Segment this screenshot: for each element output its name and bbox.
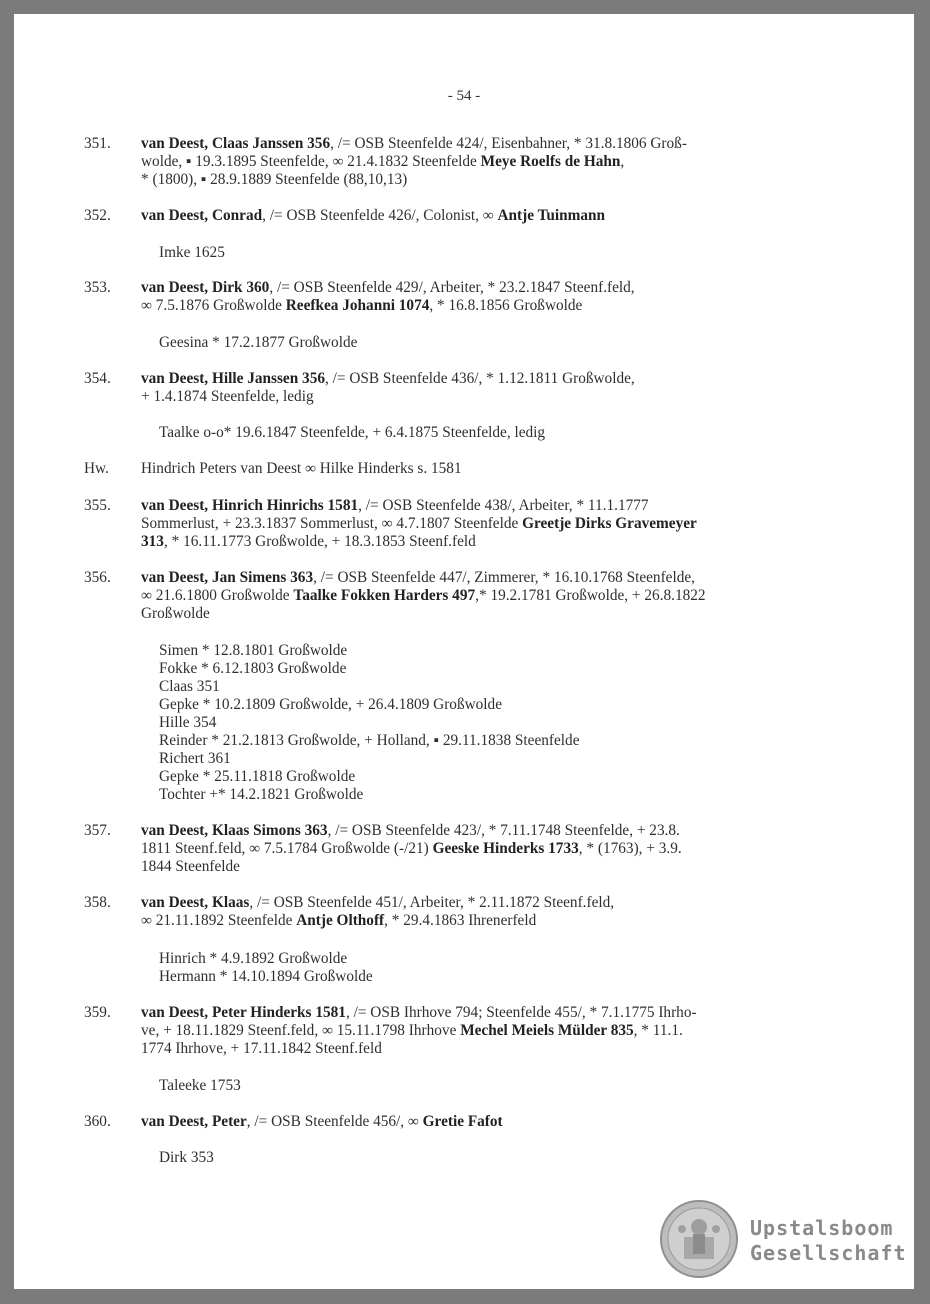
text-line: Hille 354 [159,714,217,731]
text-line: ve, + 18.11.1829 Steenf.feld, ∞ 15.11.1798 Ihrhove Mechel Meiels Mülder 835, * 11.1. [141,1022,683,1039]
text-line: Richert 361 [159,750,231,767]
text-line: 1844 Steenfelde [141,858,240,875]
text-line: Gepke * 25.11.1818 Großwolde [159,768,356,785]
entry-number: 357. [84,822,111,839]
text-line: ∞ 21.6.1800 Großwolde Taalke Fokken Harders 497,* 19.2.1781 Großwolde, + 26.8.1822 [141,587,706,604]
text-line: Gepke * 10.2.1809 Großwolde, + 26.4.1809 Großwolde [159,696,502,713]
entry-text [141,822,856,876]
entry-text [141,497,856,551]
text-line: Taleeke 1753 [159,1077,241,1094]
text-line: Dirk 353 [159,1149,214,1166]
text-line: 313, * 16.11.1773 Großwolde, + 18.3.1853 Steenf.feld [141,533,476,550]
text-line: ∞ 21.11.1892 Steenfelde Antje Olthoff, * 29.4.1863 Ihrenerfeld [141,912,537,929]
entry-text [141,1113,856,1131]
text-line: 1811 Steenf.feld, ∞ 7.5.1784 Großwolde (-/21) Geeske Hinderks 1733, * (1763), + 3.9. [141,840,682,857]
entry-text [141,894,856,930]
entry-number: 360. [84,1113,111,1130]
children-354 [159,424,859,442]
society-logo [750,1216,907,1266]
text-line: van Deest, Klaas Simons 363, /= OSB Steenfelde 423/, * 7.11.1748 Steenfelde, + 23.8. [141,822,680,839]
text-line: wolde, ▪ 19.3.1895 Steenfelde, ∞ 21.4.1832 Steenfelde Meye Roelfs de Hahn, [141,153,625,170]
text-line: Imke 1625 [159,244,225,261]
entry-text [141,279,856,315]
entry-number: 351. [84,135,111,152]
text-line: ∞ 7.5.1876 Großwolde Reefkea Johanni 1074, * 16.8.1856 Großwolde [141,297,583,314]
text-line: Simen * 12.8.1801 Großwolde [159,642,348,659]
text-line: Geesina * 17.2.1877 Großwolde [159,334,358,351]
entry-text [141,460,856,478]
document-page [14,14,914,1289]
entry-number: 354. [84,370,111,387]
text-line: 1774 Ihrhove, + 17.11.1842 Steenf.feld [141,1040,382,1057]
text-line: Hinrich * 4.9.1892 Großwolde [159,950,348,967]
text-line: * (1800), ▪ 28.9.1889 Steenfelde (88,10,13) [141,171,408,188]
logo-line-1: Upstalsboom [750,1216,894,1240]
text-line: Großwolde [141,605,210,622]
text-line: van Deest, Claas Janssen 356, /= OSB Steenfelde 424/, Eisenbahner, * 31.8.1806 Groß- [141,135,687,152]
text-line: van Deest, Peter, /= OSB Steenfelde 456/, ∞ Gretie Fafot [141,1113,503,1130]
entry-text [141,370,856,406]
logo-line-2: Gesellschaft [750,1241,907,1265]
entry-number: Hw. [84,460,109,477]
text-line: Hermann * 14.10.1894 Großwolde [159,968,373,985]
text-line: van Deest, Jan Simens 363, /= OSB Steenfelde 447/, Zimmerer, * 16.10.1768 Steenfelde, [141,569,695,586]
entry-text [141,1004,856,1058]
entry-text [141,569,856,623]
text-line: Reinder * 21.2.1813 Großwolde, + Holland, ▪ 29.11.1838 Steenfelde [159,732,580,749]
text-line: van Deest, Hille Janssen 356, /= OSB Steenfelde 436/, * 1.12.1811 Großwolde, [141,370,635,387]
text-line: van Deest, Conrad, /= OSB Steenfelde 426/, Colonist, ∞ Antje Tuinmann [141,207,606,224]
text-line: Taalke o-o* 19.6.1847 Steenfelde, + 6.4.1875 Steenfelde, ledig [159,424,546,441]
text-line: Tochter +* 14.2.1821 Großwolde [159,786,364,803]
entry-number: 358. [84,894,111,911]
entry-number: 359. [84,1004,111,1021]
text-line: van Deest, Peter Hinderks 1581, /= OSB Ihrhove 794; Steenfelde 455/, * 7.1.1775 Ihrho- [141,1004,697,1021]
society-seal-icon [659,1199,739,1279]
children-359 [159,1077,859,1095]
text-line: van Deest, Hinrich Hinrichs 1581, /= OSB Steenfelde 438/, Arbeiter, * 11.1.1777 [141,497,649,514]
entry-number: 352. [84,207,111,224]
text-line: Sommerlust, + 23.3.1837 Sommerlust, ∞ 4.7.1807 Steenfelde Greetje Dirks Gravemeyer [141,515,697,532]
text-line: van Deest, Klaas, /= OSB Steenfelde 451/, Arbeiter, * 2.11.1872 Steenf.feld, [141,894,615,911]
children-360 [159,1149,859,1167]
children-352 [159,244,859,262]
entry-text [141,135,856,189]
text-line: van Deest, Dirk 360, /= OSB Steenfelde 429/, Arbeiter, * 23.2.1847 Steenf.feld, [141,279,635,296]
children-353 [159,334,859,352]
entry-text [141,207,856,225]
entry-number: 353. [84,279,111,296]
text-line: Fokke * 6.12.1803 Großwolde [159,660,347,677]
text-line: Claas 351 [159,678,220,695]
text-line: + 1.4.1874 Steenfelde, ledig [141,388,314,405]
entry-number: 355. [84,497,111,514]
page-number: - 54 - [447,88,481,104]
children-358 [159,950,859,986]
children-356 [159,642,859,804]
entry-number: 356. [84,569,111,586]
text-line: Hindrich Peters van Deest ∞ Hilke Hinderks s. 1581 [141,460,462,477]
